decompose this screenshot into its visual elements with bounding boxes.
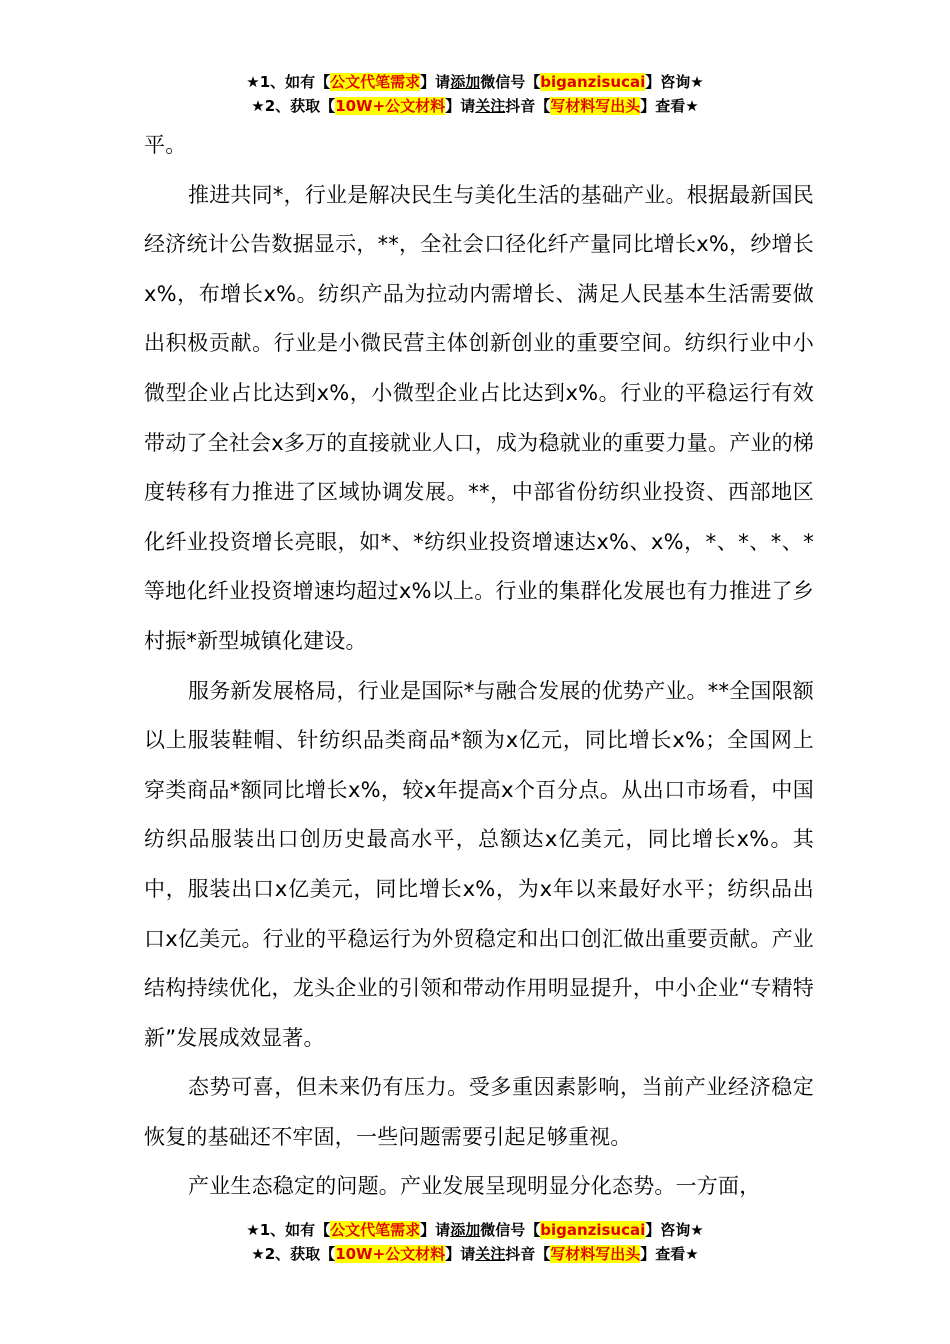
highlight-service: 公文代笔需求 xyxy=(330,1221,421,1239)
banner-line-2: ★2、获取【10W+公文材料】请关注抖音【写材料写出头】查看★ xyxy=(251,1245,699,1263)
paragraph-continuation: 平。 xyxy=(144,133,187,157)
highlight-douyin-id: 写材料写出头 xyxy=(550,97,641,115)
banner-line-2: ★2、获取【10W+公文材料】请关注抖音【写材料写出头】查看★ xyxy=(251,97,699,115)
highlight-service: 公文代笔需求 xyxy=(330,73,421,91)
paragraph: 服务新发展格局，行业是国际*与融合发展的优势产业。**全国限额以上服装鞋帽、针纺织品类商品*额为x亿元，同比增长x%；全国网上穿类商品*额同比增长x%，较x年提高x个百分点。从出口市场看，中国纺织品服装出口创历史最高水平，总额达x亿美元，同比增长x%。其中，服装出口x亿美元，同比增长x%，为x年以来最好水平；纺织品出口x亿美元。行业的平稳运行为外贸稳定和出口创汇做出重要贡献。产业结构持续优化，龙头企业的引领和带动作用明显提升，中小企业“专精特新”发展成效显著。 xyxy=(144,678,814,1050)
highlight-wechat-id: biganzisucai xyxy=(540,73,646,91)
highlight-materials: 10W+公文材料 xyxy=(335,97,446,115)
highlight-douyin-id: 写材料写出头 xyxy=(550,1245,641,1263)
document-body xyxy=(144,121,814,1212)
header-banner xyxy=(0,70,950,118)
highlight-wechat-id: biganzisucai xyxy=(540,1221,646,1239)
highlight-materials: 10W+公文材料 xyxy=(335,1245,446,1263)
banner-line-1: ★1、如有【公文代笔需求】请添加微信号【biganzisucai】咨询★ xyxy=(246,73,704,91)
footer-banner xyxy=(0,1218,950,1266)
banner-line-1: ★1、如有【公文代笔需求】请添加微信号【biganzisucai】咨询★ xyxy=(246,1221,704,1239)
paragraph: 产业生态稳定的问题。产业发展呈现明显分化态势。一方面， xyxy=(188,1174,761,1199)
paragraph: 态势可喜，但未来仍有压力。受多重因素影响，当前产业经济稳定恢复的基础还不牢固，一些问题需要引起足够重视。 xyxy=(144,1075,814,1149)
paragraph: 推进共同*，行业是解决民生与美化生活的基础产业。根据最新国民经济统计公告数据显示，**，全社会口径化纤产量同比增长x%，纱增长x%，布增长x%。纺织产品为拉动内需增长、满足人民基本生活需要做出积极贡献。行业是小微民营主体创新创业的重要空间。纺织行业中小微型企业占比达到x%，小微型企业占比达到x%。行业的平稳运行有效带动了全社会x多万的直接就业人口，成为稳就业的重要力量。产业的梯度转移有力推进了区域协调发展。**，中部省份纺织业投资、西部地区化纤业投资增长亮眼，如*、*纺织业投资增速达x%、x%，*、*、*、*等地化纤业投资增速均超过x%以上。行业的集群化发展也有力推进了乡村振*新型城镇化建设。 xyxy=(144,182,814,653)
